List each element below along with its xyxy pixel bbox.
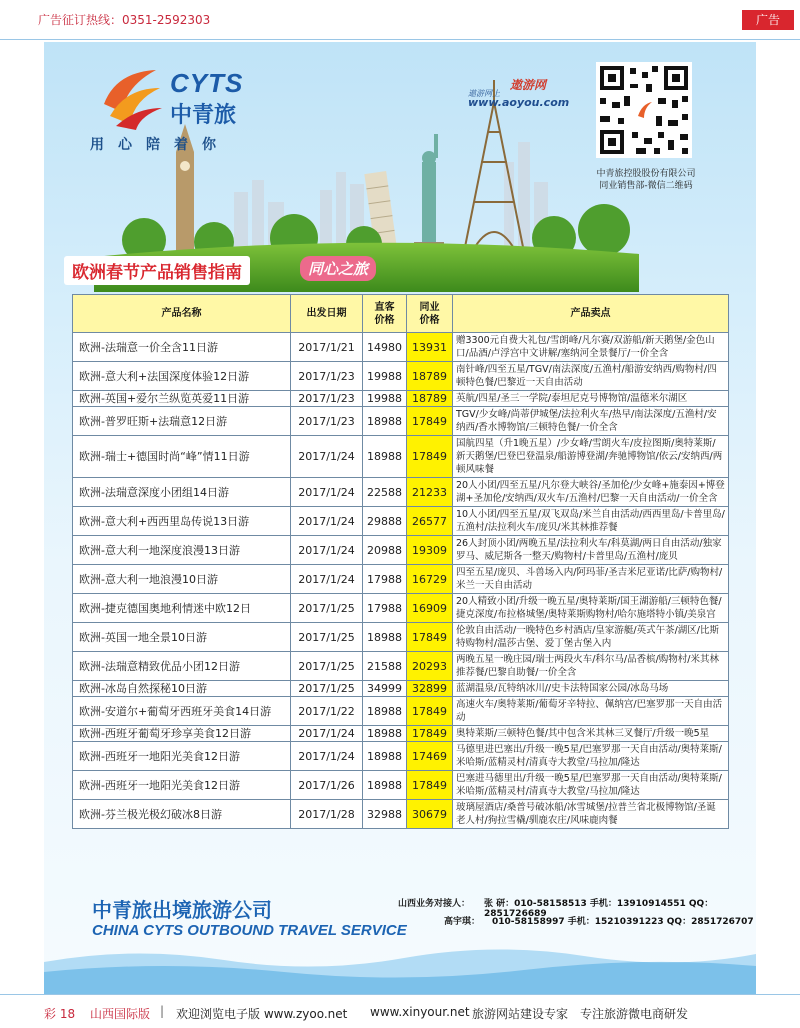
product-highlights: TGV/少女峰/尚蒂伊城堡/法拉利火车/热早/南法深度/五渔村/安纳西/香水博物馆/三顿特色餐/一价全含 bbox=[453, 407, 729, 436]
product-highlights: 玻璃屋酒店/桑普号破冰船/冰雪城堡/拉普兰省北极博物馆/圣诞老人村/狗拉雪橇/驯鹿农庄/风味鹿肉餐 bbox=[453, 800, 729, 829]
product-name: 欧洲-安道尔+葡萄牙西班牙美食14日游 bbox=[73, 697, 291, 726]
table-row bbox=[73, 742, 729, 771]
trade-price: 16909 bbox=[407, 594, 453, 623]
departure-date: 2017/1/24 bbox=[291, 478, 363, 507]
product-highlights: 两晚五星一晚庄园/瑞士两段火车/科尔马/品香槟/购物村/米其林推荐餐/巴黎自助餐/一价全含 bbox=[453, 652, 729, 681]
contact-label: 山西业务对接人： bbox=[398, 899, 471, 909]
flame-logo-icon bbox=[96, 64, 166, 130]
table-row bbox=[73, 362, 729, 391]
product-highlights: 四至五星/庞贝、斗兽场入内/阿玛菲/圣吉米尼亚诺/比萨/购物村/米兰一天自由活动 bbox=[453, 565, 729, 594]
table-row bbox=[73, 623, 729, 652]
table-row bbox=[73, 697, 729, 726]
title-script: 同心之旅 bbox=[300, 256, 376, 281]
trade-price: 16729 bbox=[407, 565, 453, 594]
product-highlights: 巴塞进马德里出/升级一晚5星/巴塞罗那一天自由活动/奥特莱斯/米哈斯/蓝精灵村/清真寺大教堂/马拉加/隆达 bbox=[453, 771, 729, 800]
table-row bbox=[73, 565, 729, 594]
header-trade-price bbox=[407, 295, 453, 333]
page-number: 彩 18 bbox=[44, 1007, 76, 1021]
departure-date: 2017/1/25 bbox=[291, 623, 363, 652]
product-highlights: 10人小团/四至五星/双飞双岛/米兰自由活动/西西里岛/卡普里岛/五渔村/法拉利火车/庞贝/米其林推荐餐 bbox=[453, 507, 729, 536]
page-footer bbox=[0, 994, 800, 1028]
ad-hotline: 广告征订热线：0351-2592303 bbox=[38, 13, 211, 27]
table-row bbox=[73, 536, 729, 565]
header-name: 产品名称 bbox=[73, 295, 291, 333]
departure-date: 2017/1/24 bbox=[291, 726, 363, 742]
header-direct-price bbox=[363, 295, 407, 333]
footer-separator: | bbox=[160, 1004, 165, 1018]
trade-price: 17849 bbox=[407, 407, 453, 436]
direct-price: 18988 bbox=[363, 407, 407, 436]
table-row bbox=[73, 333, 729, 362]
header-trade-price-line2: 价格 bbox=[419, 314, 440, 326]
direct-price: 18988 bbox=[363, 726, 407, 742]
edition: 山西国际版 bbox=[90, 1007, 151, 1021]
company-name-en: CHINA CYTS OUTBOUND TRAVEL SERVICE bbox=[92, 922, 407, 939]
table-row bbox=[73, 407, 729, 436]
table-header-row bbox=[73, 295, 729, 333]
product-highlights: 高速火车/奥特莱斯/葡萄牙辛特拉、佩纳宫/巴塞罗那一天自由活动 bbox=[453, 697, 729, 726]
ad-tag: 广告 bbox=[742, 10, 794, 30]
direct-price: 34999 bbox=[363, 681, 407, 697]
aoyou-tagline: 遨游网上 bbox=[468, 89, 500, 98]
departure-date: 2017/1/25 bbox=[291, 594, 363, 623]
qr-caption-line2: 同业销售部-微信二维码 bbox=[599, 181, 693, 191]
direct-price: 18988 bbox=[363, 623, 407, 652]
direct-price: 17988 bbox=[363, 594, 407, 623]
direct-price: 18988 bbox=[363, 436, 407, 478]
poster bbox=[44, 42, 756, 994]
wechat-qr-code bbox=[596, 62, 692, 158]
header-trade-price-line1: 同业 bbox=[419, 301, 440, 313]
table-row bbox=[73, 726, 729, 742]
departure-date: 2017/1/25 bbox=[291, 652, 363, 681]
product-name: 欧洲-意大利+法国深度体验12日游 bbox=[73, 362, 291, 391]
contact-gao: 010-58158997 手机：15210391223 QQ：2851726707 bbox=[492, 917, 754, 927]
trade-price: 13931 bbox=[407, 333, 453, 362]
trade-price: 30679 bbox=[407, 800, 453, 829]
product-highlights: 20人小团/四至五星/凡尔登大峡谷/圣加伦/少女峰+施泰因+博登湖+圣加伦/安纳西/双火车/五渔村/巴黎一天自由活动/一价全含 bbox=[453, 478, 729, 507]
aoyou-url: www.aoyou.com bbox=[468, 96, 570, 109]
product-name: 欧洲-冰岛自然探秘10日游 bbox=[73, 681, 291, 697]
header-direct-price-line1: 直客 bbox=[374, 301, 395, 313]
table-row bbox=[73, 681, 729, 697]
departure-date: 2017/1/24 bbox=[291, 742, 363, 771]
table-row bbox=[73, 652, 729, 681]
product-name: 欧洲-西班牙一地阳光美食12日游 bbox=[73, 742, 291, 771]
departure-date: 2017/1/24 bbox=[291, 507, 363, 536]
footer-slogan-2: 专注旅游微电商研发 bbox=[580, 1007, 689, 1021]
trade-price: 19309 bbox=[407, 536, 453, 565]
contact-gao-label: 高宇琪： bbox=[444, 917, 481, 927]
departure-date: 2017/1/22 bbox=[291, 697, 363, 726]
product-highlights: 伦敦自由活动/一晚特色乡村酒店/皇家游艇/英式午茶/湖区/比斯特购物村/温莎古堡、爱丁堡古堡入内 bbox=[453, 623, 729, 652]
product-highlights: 26人封顶小团/两晚五星/法拉利火车/科莫湖/两日自由活动/独家罗马、威尼斯各一整天/购物村/卡普里岛/五渔村/庞贝 bbox=[453, 536, 729, 565]
slogan: 用心陪着你 bbox=[90, 137, 230, 153]
header-date: 出发日期 bbox=[291, 295, 363, 333]
direct-price: 18988 bbox=[363, 742, 407, 771]
direct-price: 19988 bbox=[363, 391, 407, 407]
trade-price: 32899 bbox=[407, 681, 453, 697]
footer-ebook-link[interactable]: 欢迎浏览电子版 www.zyoo.net bbox=[176, 1007, 348, 1021]
departure-date: 2017/1/25 bbox=[291, 681, 363, 697]
product-highlights: 蓝湖温泉/瓦特纳冰川//史卡法特国家公园/冰岛马场 bbox=[453, 681, 729, 697]
trade-price: 17849 bbox=[407, 697, 453, 726]
direct-price: 18988 bbox=[363, 771, 407, 800]
table-row bbox=[73, 594, 729, 623]
trade-price: 17849 bbox=[407, 623, 453, 652]
product-highlights: 南针峰/四至五星/TGV/南法深度/五渔村/船游安纳西/购物村/四顿特色餐/巴黎近一天自由活动 bbox=[453, 362, 729, 391]
product-highlights: 赠3300元自费大礼包/雪朗峰/凡尔赛/双游船/新天鹅堡/金色山口/品酒/卢浮宫中文讲解/塞纳河全景餐厅/一价全含 bbox=[453, 333, 729, 362]
product-highlights: 英航/四星/圣三一学院/泰坦尼克号博物馆/温德米尔湖区 bbox=[453, 391, 729, 407]
direct-price: 14980 bbox=[363, 333, 407, 362]
product-name: 欧洲-法瑞意深度小团组14日游 bbox=[73, 478, 291, 507]
table-row bbox=[73, 391, 729, 407]
page-title: 欧洲春节产品销售指南 bbox=[64, 256, 250, 285]
top-bar bbox=[0, 0, 800, 40]
product-highlights: 马德里进巴塞出/升级一晚5星/巴塞罗那一天自由活动/奥特莱斯/米哈斯/蓝精灵村/清真寺大教堂/马拉加/隆达 bbox=[453, 742, 729, 771]
trade-price: 18789 bbox=[407, 391, 453, 407]
header-direct-price-line2: 价格 bbox=[374, 314, 395, 326]
product-name: 欧洲-意大利一地深度浪漫13日游 bbox=[73, 536, 291, 565]
table-row bbox=[73, 507, 729, 536]
product-name: 欧洲-捷克德国奥地利情迷中欧12日 bbox=[73, 594, 291, 623]
product-name: 欧洲-意大利+西西里岛传说13日游 bbox=[73, 507, 291, 536]
trade-price: 26577 bbox=[407, 507, 453, 536]
departure-date: 2017/1/23 bbox=[291, 362, 363, 391]
product-highlights: 20人精致小团/升级一晚五星/奥特莱斯/国王湖游船/三顿特色餐/捷克深度/布拉格城堡/奥特莱斯购物村/哈尔施塔特小镇/美泉宫 bbox=[453, 594, 729, 623]
direct-price: 22588 bbox=[363, 478, 407, 507]
direct-price: 29888 bbox=[363, 507, 407, 536]
table-row bbox=[73, 478, 729, 507]
product-name: 欧洲-西班牙葡萄牙珍享美食12日游 bbox=[73, 726, 291, 742]
contact-zhang: 张 研：010-58158513 手机：13910914551 QQ：2851726689 bbox=[484, 899, 714, 919]
product-table bbox=[72, 294, 728, 829]
trade-price: 20293 bbox=[407, 652, 453, 681]
direct-price: 21588 bbox=[363, 652, 407, 681]
aoyou-brand: 遨游网 bbox=[510, 78, 547, 92]
departure-date: 2017/1/24 bbox=[291, 536, 363, 565]
product-name: 欧洲-芬兰极光极幻破冰8日游 bbox=[73, 800, 291, 829]
departure-date: 2017/1/23 bbox=[291, 391, 363, 407]
footer-slogan-1: 旅游网站建设专家 bbox=[472, 1007, 569, 1021]
direct-price: 20988 bbox=[363, 536, 407, 565]
departure-date: 2017/1/28 bbox=[291, 800, 363, 829]
departure-date: 2017/1/24 bbox=[291, 436, 363, 478]
table-row bbox=[73, 436, 729, 478]
logo-cyts-text: CYTS bbox=[170, 68, 244, 98]
product-name: 欧洲-英国一地全景10日游 bbox=[73, 623, 291, 652]
product-name: 欧洲-瑞士+德国时尚“峰”情11日游 bbox=[73, 436, 291, 478]
header-highlights: 产品卖点 bbox=[453, 295, 729, 333]
product-highlights: 国航四星（升1晚五星）/少女峰/雪朗火车/皮拉图斯/奥特莱斯/新天鹅堡/巴登巴登温泉/船游博登湖/奔驰博物馆/依云/安纳西/两顿风味餐 bbox=[453, 436, 729, 478]
direct-price: 18988 bbox=[363, 697, 407, 726]
departure-date: 2017/1/26 bbox=[291, 771, 363, 800]
qr-caption-line1: 中青旅控股股份有限公司 bbox=[596, 169, 696, 179]
company-name-cn: 中青旅出境旅游公司 bbox=[92, 898, 272, 922]
trade-price: 17849 bbox=[407, 436, 453, 478]
product-name: 欧洲-西班牙一地阳光美食12日游 bbox=[73, 771, 291, 800]
direct-price: 17988 bbox=[363, 565, 407, 594]
footer-site-link[interactable]: www.xinyour.net bbox=[370, 1005, 470, 1019]
logo-cn-text: 中青旅 bbox=[170, 103, 237, 128]
product-name: 欧洲-英国+爱尔兰纵览英爱11日游 bbox=[73, 391, 291, 407]
table-row bbox=[73, 800, 729, 829]
direct-price: 19988 bbox=[363, 362, 407, 391]
departure-date: 2017/1/21 bbox=[291, 333, 363, 362]
product-name: 欧洲-普罗旺斯+法瑞意12日游 bbox=[73, 407, 291, 436]
trade-price: 17849 bbox=[407, 771, 453, 800]
trade-price: 21233 bbox=[407, 478, 453, 507]
qr-caption bbox=[584, 168, 708, 192]
product-highlights: 奥特莱斯/三顿特色餐/其中包含米其林三叉餐厅/升级一晚5星 bbox=[453, 726, 729, 742]
table-row bbox=[73, 771, 729, 800]
product-name: 欧洲-法瑞意一价全含11日游 bbox=[73, 333, 291, 362]
departure-date: 2017/1/24 bbox=[291, 565, 363, 594]
trade-price: 18789 bbox=[407, 362, 453, 391]
trade-price: 17849 bbox=[407, 726, 453, 742]
product-name: 欧洲-法瑞意精致优品小团12日游 bbox=[73, 652, 291, 681]
water-splash-decoration bbox=[44, 942, 756, 994]
departure-date: 2017/1/23 bbox=[291, 407, 363, 436]
product-name: 欧洲-意大利一地浪漫10日游 bbox=[73, 565, 291, 594]
trade-price: 17469 bbox=[407, 742, 453, 771]
direct-price: 32988 bbox=[363, 800, 407, 829]
